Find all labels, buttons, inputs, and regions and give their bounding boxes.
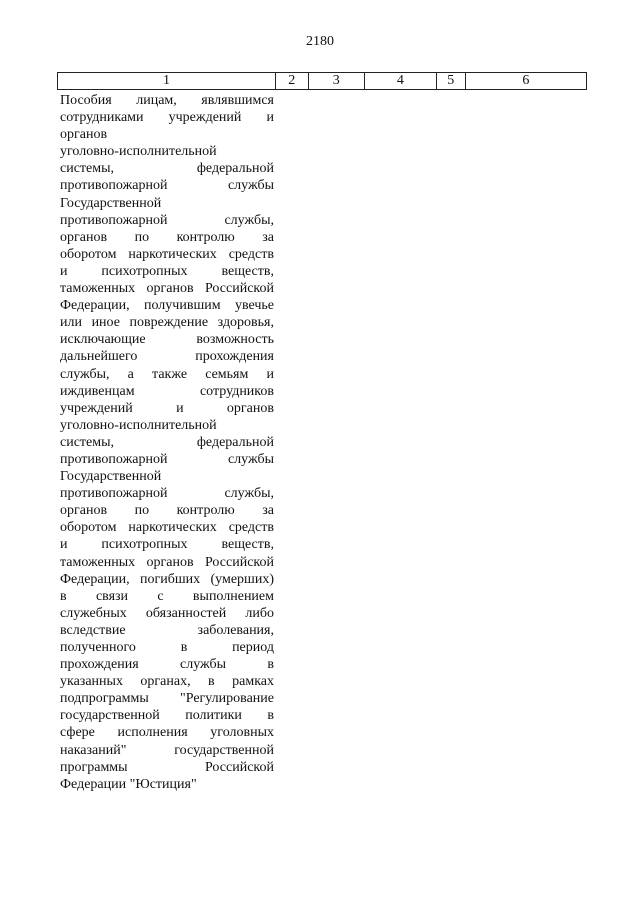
column-header-5: 5 bbox=[436, 73, 465, 90]
description-line: системы, федеральной bbox=[60, 434, 274, 450]
description-line: противопожарной службы, bbox=[60, 212, 274, 228]
description-line: таможенных органов Российской bbox=[60, 554, 274, 570]
description-line: дальнейшего прохождения bbox=[60, 349, 274, 365]
column-header-1: 1 bbox=[58, 73, 276, 90]
description-line: органов по контролю за bbox=[60, 503, 274, 519]
description-line: оборотом наркотических средств bbox=[60, 520, 274, 536]
description-line: в связи с выполнением bbox=[60, 588, 274, 604]
description-line: учреждений и органов bbox=[60, 400, 274, 416]
description-line: противопожарной службы, bbox=[60, 486, 274, 502]
description-line: полученного в период bbox=[60, 640, 274, 655]
column-header-6: 6 bbox=[465, 73, 586, 90]
description-line: таможенных органов Российской bbox=[60, 281, 274, 297]
description-line: служебных обязанностей либо bbox=[60, 605, 274, 621]
description-line: государственной политики в bbox=[60, 708, 274, 724]
description-line: вследствие заболевания, bbox=[60, 622, 274, 638]
column-header-3: 3 bbox=[308, 73, 364, 90]
description-line: противопожарной службы bbox=[60, 178, 274, 194]
table-header bbox=[57, 72, 587, 90]
description-line: подпрограммы "Регулирование bbox=[60, 691, 274, 707]
description-line: иждивенцам сотрудников bbox=[60, 383, 274, 399]
description-line: уголовно-исполнительной bbox=[60, 144, 217, 160]
row-description bbox=[60, 92, 274, 793]
description-line: указанных органах, в рамках bbox=[60, 674, 274, 690]
description-line: службы, а также семьям и bbox=[60, 366, 274, 382]
description-line: программы Российской bbox=[60, 759, 274, 775]
description-line: прохождения службы в bbox=[60, 657, 274, 673]
description-line: органов bbox=[60, 127, 108, 143]
description-line: Федерации, погибших (умерших) bbox=[60, 571, 274, 587]
description-line: наказаний" государственной bbox=[60, 742, 274, 758]
description-line: Государственной bbox=[60, 195, 162, 211]
description-line: исключающие возможность bbox=[60, 332, 274, 348]
description-line: противопожарной службы bbox=[60, 451, 274, 467]
description-line: и психотропных веществ, bbox=[60, 263, 274, 279]
description-line: Федерации "Юстиция" bbox=[60, 776, 197, 792]
description-line: системы, федеральной bbox=[60, 161, 274, 177]
column-header-4: 4 bbox=[364, 73, 436, 90]
page-number: 2180 bbox=[306, 34, 334, 49]
description-line: и психотропных веществ, bbox=[60, 537, 274, 553]
description-line: оборотом наркотических средств bbox=[60, 246, 274, 262]
description-line: Федерации, получившим увечье bbox=[60, 298, 274, 314]
description-line: Пособия лицам, являвшимся bbox=[60, 93, 274, 108]
column-header-2: 2 bbox=[275, 73, 308, 90]
description-line: уголовно-исполнительной bbox=[60, 417, 217, 433]
table-header-row bbox=[58, 73, 587, 90]
description-line: Государственной bbox=[60, 469, 162, 485]
description-line: или иное повреждение здоровья, bbox=[60, 315, 274, 331]
description-line: сфере исполнения уголовных bbox=[60, 725, 274, 741]
description-line: сотрудниками учреждений и bbox=[60, 110, 274, 126]
description-line: органов по контролю за bbox=[60, 229, 274, 245]
